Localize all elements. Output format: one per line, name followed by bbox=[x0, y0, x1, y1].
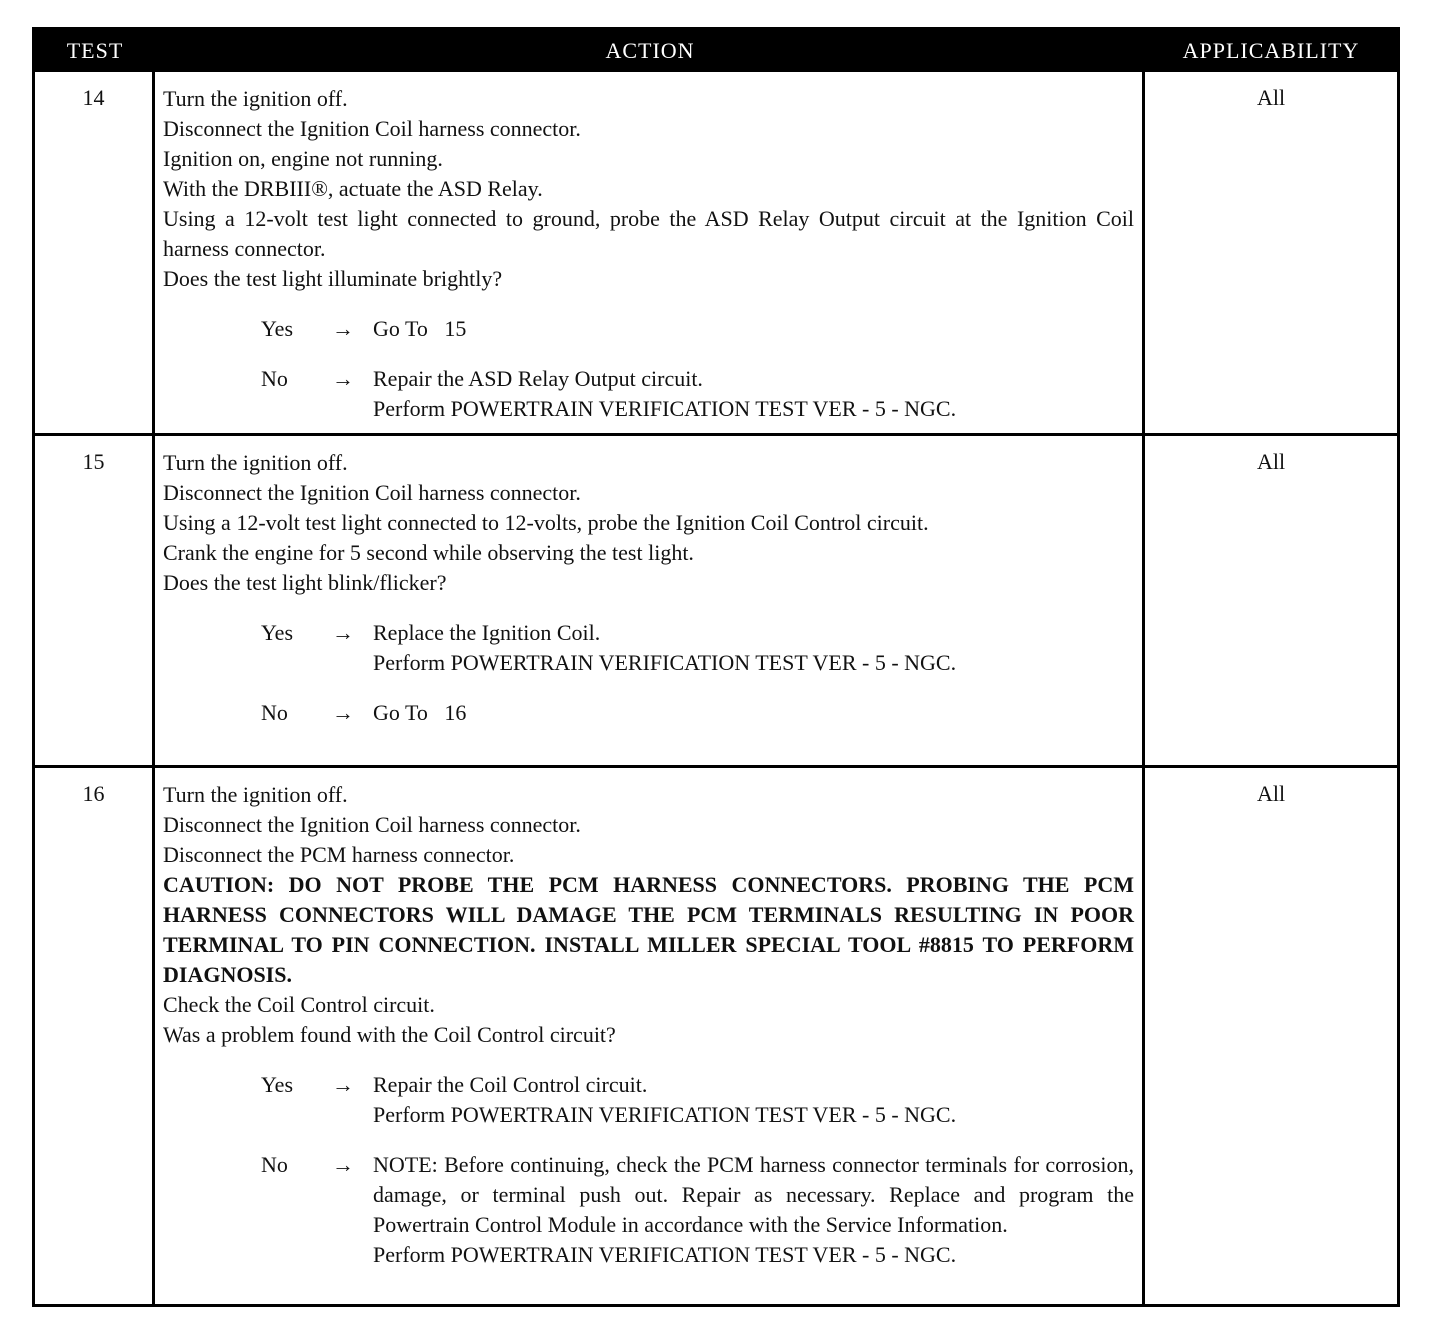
result-list bbox=[163, 1070, 1134, 1270]
outcome-line: Replace the Ignition Coil. bbox=[373, 620, 601, 645]
action-cell bbox=[155, 436, 1145, 765]
test-row-15 bbox=[35, 433, 1397, 765]
applicability-cell: All bbox=[1256, 449, 1286, 474]
applicability-cell: All bbox=[1256, 85, 1286, 110]
step-text: Crank the engine for 5 second while observing the test light. bbox=[163, 540, 694, 565]
header-applicability: APPLICABILITY bbox=[1182, 38, 1360, 63]
answer-label: No bbox=[261, 700, 288, 725]
arrow-icon: → bbox=[332, 1072, 354, 1097]
step-text: Does the test light blink/flicker? bbox=[163, 570, 447, 595]
result-yes bbox=[261, 314, 1134, 344]
outcome-line: Perform POWERTRAIN VERIFICATION TEST VER - 5 - NGC. bbox=[373, 1242, 957, 1267]
arrow-icon: → bbox=[332, 620, 354, 645]
test-number: 15 bbox=[35, 436, 155, 765]
step-text: Does the test light illuminate brightly? bbox=[163, 266, 503, 291]
test-number: 16 bbox=[35, 768, 155, 1304]
outcome-text bbox=[373, 314, 1134, 344]
outcome-line: Go To 15 bbox=[373, 316, 467, 341]
step-text: Disconnect the Ignition Coil harness connector. bbox=[163, 116, 581, 141]
outcome-text bbox=[373, 1150, 1134, 1270]
diagnostic-test-table bbox=[32, 27, 1400, 1307]
arrow-icon: → bbox=[332, 316, 354, 341]
answer-label: No bbox=[261, 366, 288, 391]
step-text: Was a problem found with the Coil Control circuit? bbox=[163, 1022, 616, 1047]
arrow-icon: → bbox=[332, 1152, 354, 1177]
outcome-line: Perform POWERTRAIN VERIFICATION TEST VER - 5 - NGC. bbox=[373, 396, 957, 421]
step-text: Turn the ignition off. bbox=[163, 782, 348, 807]
outcome-line: NOTE: Before continuing, check the PCM harness connector terminals for corrosion, damage, or terminal push out. Repair as necessary. Replace and program the Powertrain Control Module in accordance with the Service Information. bbox=[373, 1152, 1134, 1237]
test-row-16 bbox=[35, 765, 1397, 1304]
outcome-line: Repair the ASD Relay Output circuit. bbox=[373, 366, 703, 391]
result-no bbox=[261, 698, 1134, 728]
outcome-line: Go To 16 bbox=[373, 700, 467, 725]
result-yes bbox=[261, 618, 1134, 678]
answer-label: Yes bbox=[261, 316, 294, 341]
test-row-14 bbox=[35, 72, 1397, 433]
step-text: Disconnect the PCM harness connector. bbox=[163, 842, 515, 867]
result-list bbox=[163, 618, 1134, 728]
outcome-line: Repair the Coil Control circuit. bbox=[373, 1072, 648, 1097]
header-action: ACTION bbox=[605, 38, 695, 63]
result-no bbox=[261, 364, 1134, 424]
result-no bbox=[261, 1150, 1134, 1270]
step-text: Check the Coil Control circuit. bbox=[163, 992, 435, 1017]
outcome-text bbox=[373, 364, 1134, 424]
step-text: Disconnect the Ignition Coil harness connector. bbox=[163, 812, 581, 837]
table-header bbox=[35, 30, 1397, 72]
outcome-text bbox=[373, 698, 1134, 728]
outcome-line: Perform POWERTRAIN VERIFICATION TEST VER - 5 - NGC. bbox=[373, 650, 957, 675]
result-yes bbox=[261, 1070, 1134, 1130]
action-cell bbox=[155, 768, 1145, 1304]
answer-label: Yes bbox=[261, 1072, 294, 1097]
action-cell bbox=[155, 72, 1145, 433]
applicability-cell: All bbox=[1256, 781, 1286, 806]
outcome-line: Perform POWERTRAIN VERIFICATION TEST VER - 5 - NGC. bbox=[373, 1102, 957, 1127]
arrow-icon: → bbox=[332, 366, 354, 391]
arrow-icon: → bbox=[332, 700, 354, 725]
test-number: 14 bbox=[35, 72, 155, 433]
step-text: With the DRBIII®, actuate the ASD Relay. bbox=[163, 176, 543, 201]
outcome-text bbox=[373, 1070, 1134, 1130]
step-text: Turn the ignition off. bbox=[163, 450, 348, 475]
step-text: Disconnect the Ignition Coil harness connector. bbox=[163, 480, 581, 505]
step-text: Turn the ignition off. bbox=[163, 86, 348, 111]
caution-text: CAUTION: DO NOT PROBE THE PCM HARNESS CONNECTORS. PROBING THE PCM HARNESS CONNECTORS WILL DAMAGE THE PCM TERMINALS RESULTING IN POOR TERMINAL TO PIN CONNECTION. INSTALL MILLER SPECIAL TOOL #8815 TO PERFORM DIAGNOSIS. bbox=[163, 872, 1134, 987]
header-test: TEST bbox=[66, 38, 124, 63]
step-text: Using a 12-volt test light connected to 12-volts, probe the Ignition Coil Control circuit. bbox=[163, 510, 929, 535]
result-list bbox=[163, 314, 1134, 424]
answer-label: No bbox=[261, 1152, 288, 1177]
step-text: Using a 12-volt test light connected to ground, probe the ASD Relay Output circuit at the Ignition Coil harness connector. bbox=[163, 206, 1134, 261]
outcome-text bbox=[373, 618, 1134, 678]
answer-label: Yes bbox=[261, 620, 294, 645]
step-text: Ignition on, engine not running. bbox=[163, 146, 443, 171]
